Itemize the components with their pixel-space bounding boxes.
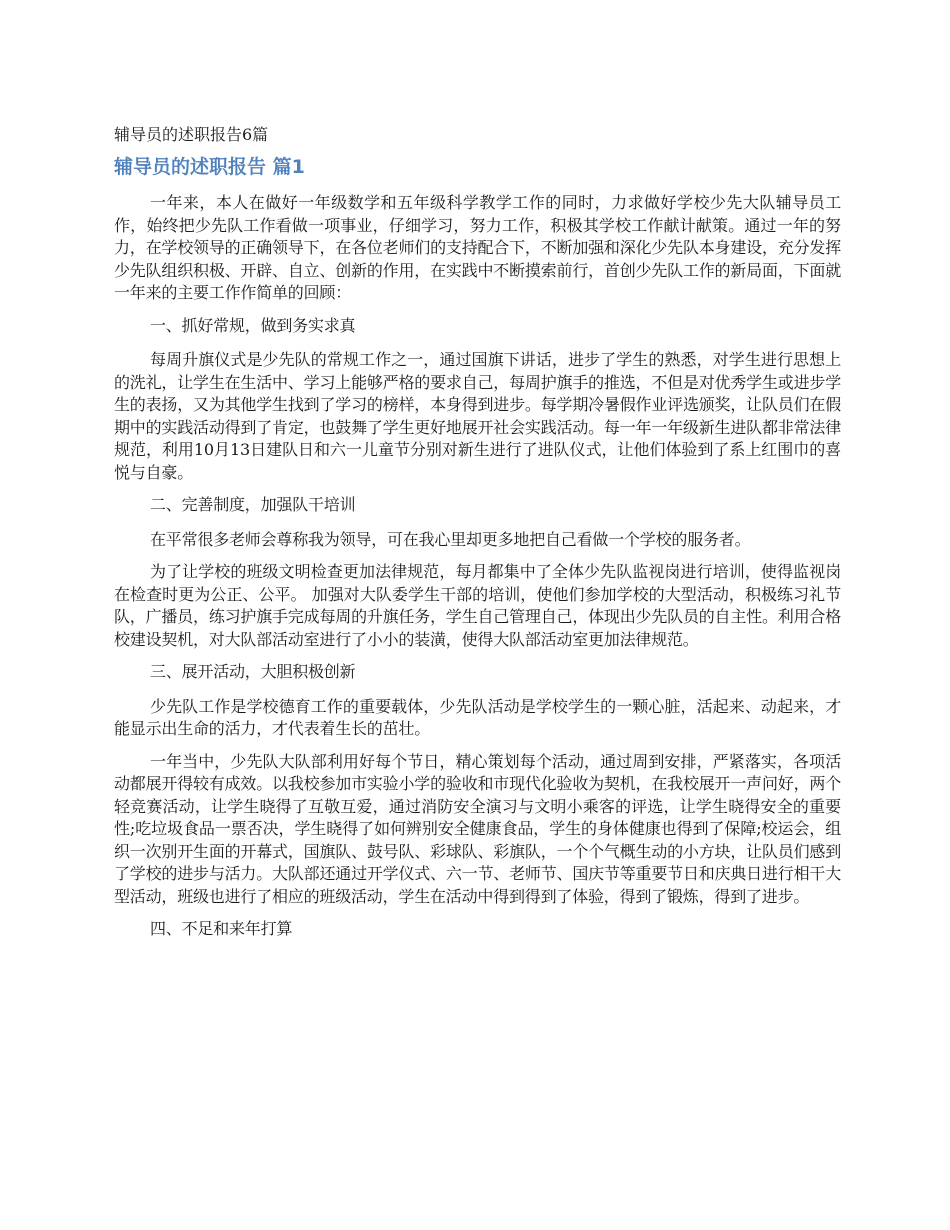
subheading-1: 一、抓好常规，做到务实求真: [150, 315, 356, 335]
subheading-2: 二、完善制度，加强队干培训: [150, 495, 356, 514]
paragraph-4: 少先队工作是学校德育工作的重要载体，少先队活动是学校学生的一颗心脏，活起来、动起来，才能显示出生命的活力，才代表着生长的茁壮。: [114, 696, 841, 738]
paragraph-2: 在平常很多老师会尊称我为领导，可在我心里却更多地把自己看做一个学校的服务者。: [150, 529, 751, 549]
section-heading: 辅导员的述职报告 篇1: [114, 156, 305, 178]
paragraph-intro: 一年来，本人在做好一年级数学和五年级科学教学工作的同时，力求做好学校少先大队辅导员工作，始终把少先队工作看做一项事业，仔细学习，努力工作，积极其学校工作献计献策。通过一年的努力，在学校领导的正确领导下，在各位老师们的支持配合下，不断加强和深化少先队本身建设，充分发挥少先队组织积极、开辟、自立、创新的作用，在实践中不断摸索前行，首创少先队工作的新局面，下面就一年来的主要工作作简单的回顾：: [114, 193, 841, 302]
document-title: 辅导员的述职报告6篇: [114, 125, 269, 144]
paragraph-5: 一年当中，少先队大队部利用好每个节日，精心策划每个活动，通过周到安排，严紧落实，各项活动都展开得较有成效。以我校参加市实验小学的验收和市现代化验收为契机，在我校展开一声问好，两个轻竞赛活动，让学生晓得了互敬互爱，通过消防安全演习与文明小乘客的评选，让学生晓得安全的重要性;吃垃圾食品一票否决，学生晓得了如何辨别安全健康食品，学生的身体健康也得到了保障;校运会，组织一次别开生面的开幕式，国旗队、鼓号队、彩球队、彩旗队，一个个气概生动的小方块，让队员们感到了学校的进步与活力。大队部还通过开学仪式、六一节、老师节、国庆节等重要节日和庆典日进行相干大型活动，班级也进行了相应的班级活动，学生在活动中得到得到了体验，得到了锻炼，得到了进步。: [114, 751, 841, 906]
subheading-3: 三、展开活动，大胆积极创新: [150, 662, 356, 681]
paragraph-3: 为了让学校的班级文明检查更加法律规范，每月都集中了全体少先队监视岗进行培训，使得监视岗在检查时更为公正、公平。 加强对大队委学生干部的培训，使他们参加学校的大型活动，积极练习礼节队，广播员，练习护旗手完成每周的升旗任务，学生自己管理自己，体现出少先队员的自主性。利用合格校建设契机，对大队部活动室进行了小小的装潢，使得大队部活动室更加法律规范。: [114, 562, 841, 649]
paragraph-1: 每周升旗仪式是少先队的常规工作之一，通过国旗下讲话，进步了学生的熟悉，对学生进行思想上的洗礼，让学生在生活中、学习上能够严格的要求自己，每周护旗手的推选，不但是对优秀学生或进步学生的表扬，又为其他学生找到了学习的榜样，本身得到进步。每学期冷暑假作业评选颁奖，让队员们在假期中的实践活动得到了肯定，也鼓舞了学生更好地展开社会实践活动。每一年一年级新生进队都非常法律规范，利用10月13日建队日和六一儿童节分别对新生进行了进队仪式，让他们体验到了系上红围巾的喜悦与自豪。: [114, 350, 841, 482]
document-body: [114, 124, 841, 953]
subheading-4: 四、不足和来年打算: [150, 919, 293, 938]
